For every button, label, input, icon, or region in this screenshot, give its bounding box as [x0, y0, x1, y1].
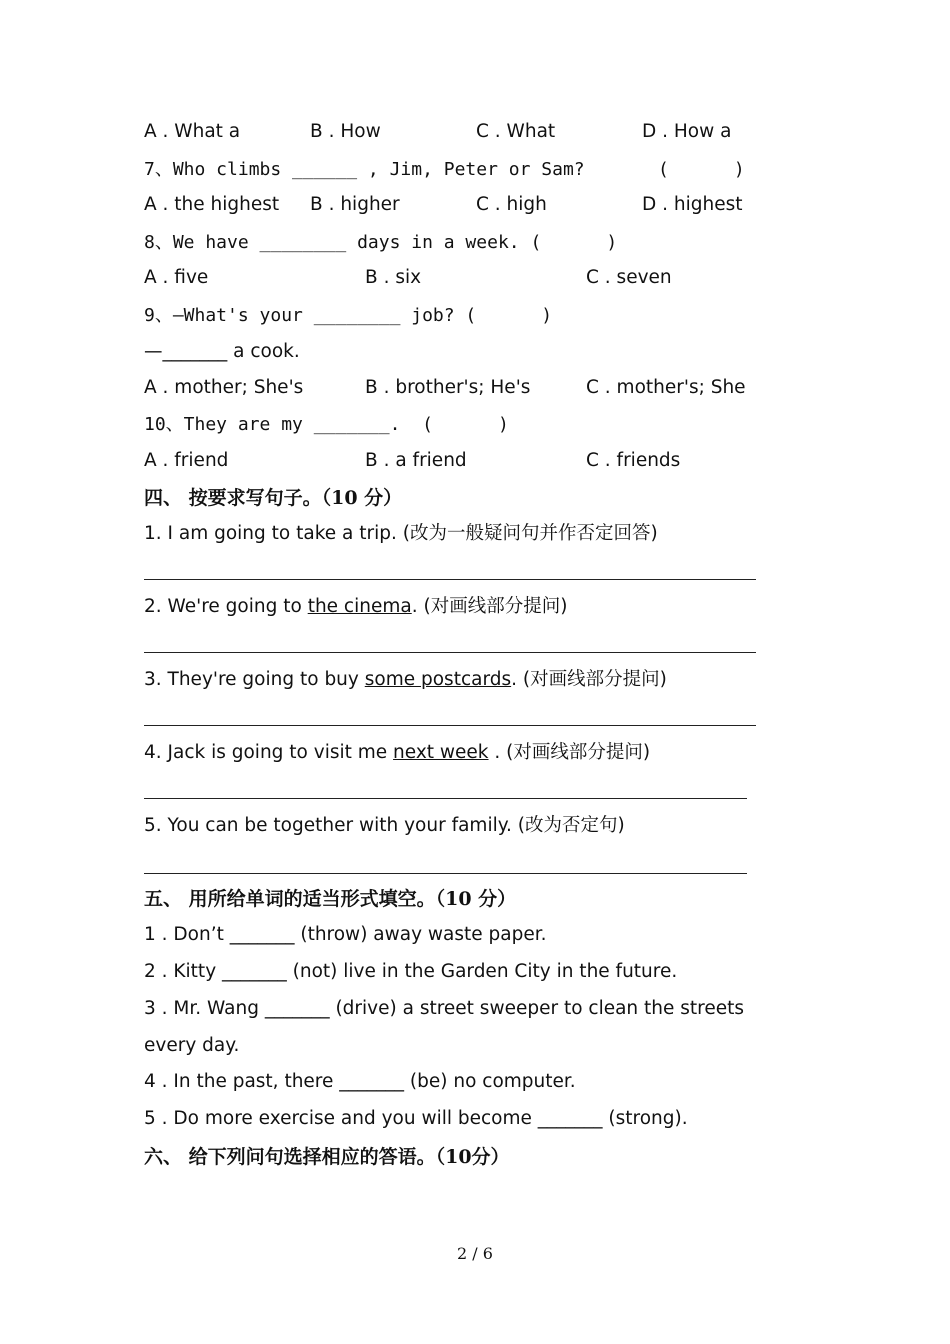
section-5-item-2: 2 . Kitty _______ (not) live in the Garden City in the future.	[144, 961, 678, 982]
q8-stem: 8、We have ________ days in a week. ( )	[144, 232, 618, 253]
section-5-title: 五、 用所给单词的适当形式填空。（10 分）	[144, 888, 517, 910]
section-4-item-1	[144, 523, 658, 545]
item-instruction: . (对画线部分提问)	[411, 596, 568, 617]
q7-option-d: D . highest	[642, 194, 743, 215]
q10-stem: 10、They are my _______. ( )	[144, 414, 509, 435]
item-instruction: . (对画线部分提问)	[511, 669, 667, 690]
page-number: 2 / 6	[457, 1244, 493, 1263]
q9-option-c: C . mother's; She	[586, 377, 746, 398]
q7-option-c: C . high	[476, 194, 547, 215]
q9-option-a: A . mother; She's	[144, 377, 304, 398]
section-5-item-1: 1 . Don’t _______ (throw) away waste paper.	[144, 924, 547, 945]
q10-option-c: C . friends	[586, 450, 681, 471]
q6-option-c: C . What	[476, 121, 556, 142]
section-4-item-2	[144, 596, 567, 618]
section-4-item-4	[144, 742, 650, 764]
q8-option-c: C . seven	[586, 267, 672, 288]
section-4-title: 四、 按要求写句子。（10 分）	[144, 487, 403, 509]
q10-option-b: B . a friend	[365, 450, 467, 471]
underlined-phrase: next week	[393, 742, 489, 763]
q7-stem: 7、Who climbs ______ , Jim, Peter or Sam?	[144, 159, 585, 180]
item-text: 2. We're going to	[144, 596, 308, 617]
item-text: 5. You can be together with your family. (改为否定句)	[144, 815, 625, 836]
q7-option-b: B . higher	[310, 194, 400, 215]
item-instruction: . (对画线部分提问)	[488, 742, 651, 763]
section-5-item-5: 5 . Do more exercise and you will become _______ (strong).	[144, 1108, 688, 1129]
q6-option-b: B . How	[310, 121, 381, 142]
section-5-item-3: 3 . Mr. Wang _______ (drive) a street sweeper to clean the streets	[144, 998, 745, 1019]
section-6-title: 六、 给下列问句选择相应的答语。（10分）	[144, 1146, 510, 1168]
underlined-phrase: some postcards	[364, 669, 512, 690]
q9-stem: 9、—What's your ________ job? ( )	[144, 305, 553, 326]
q10-option-a: A . friend	[144, 450, 229, 471]
answer-line-3	[144, 725, 756, 726]
q6-option-a: A . What a	[144, 121, 241, 142]
underlined-phrase: the cinema	[307, 596, 412, 617]
answer-line-1	[144, 579, 756, 580]
item-text: 1. I am going to take a trip. (改为一般疑问句并作否定回答)	[144, 523, 658, 544]
answer-line-2	[144, 652, 756, 653]
answer-line-5	[144, 873, 747, 874]
q9-option-b: B . brother's; He's	[365, 377, 531, 398]
section-4-item-3	[144, 669, 667, 691]
q7-answer-paren: ( )	[658, 159, 745, 180]
section-4-item-5	[144, 815, 625, 837]
item-text: 3. They're going to buy	[144, 669, 365, 690]
q9-second-line: —_______ a cook.	[144, 341, 300, 362]
q8-option-b: B . six	[365, 267, 422, 288]
q7-option-a: A . the highest	[144, 194, 280, 215]
item-text: 4. Jack is going to visit me	[144, 742, 394, 763]
q8-option-a: A . five	[144, 267, 209, 288]
answer-line-4	[144, 798, 747, 799]
q6-option-d: D . How a	[642, 121, 732, 142]
section-5-item-4: 4 . In the past, there _______ (be) no computer.	[144, 1071, 576, 1092]
section-5-item-3-continued: every day.	[144, 1035, 240, 1056]
